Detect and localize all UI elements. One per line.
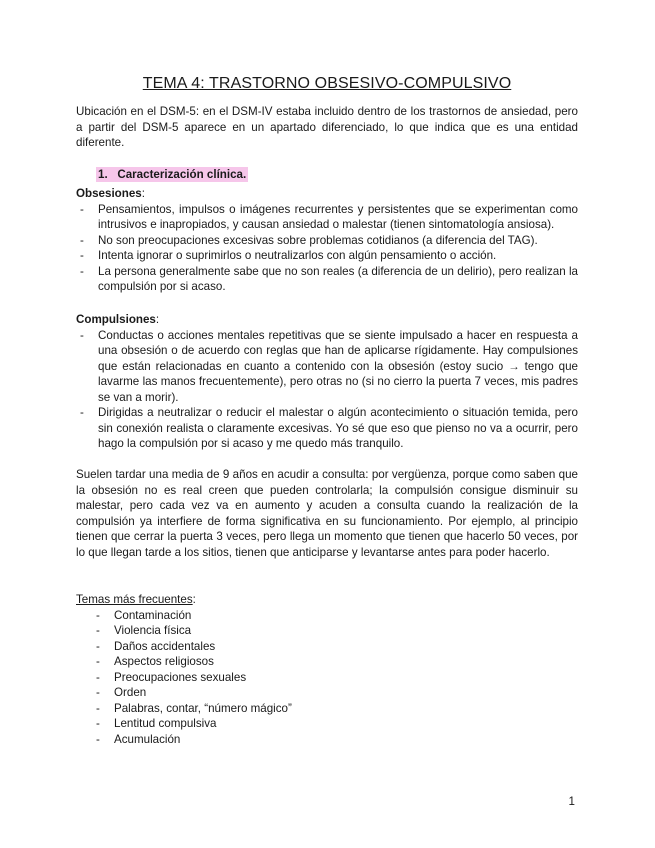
obsesiones-heading (76, 186, 578, 202)
compulsiones-block (76, 312, 578, 452)
temas-heading (76, 592, 578, 608)
list-item: - Pensamientos, impulsos o imágenes recurrentes y persistentes que se experimentan como intrusivos e inapropiados, y causan ansiedad o malestar (tienen sintomatología ansiosa). (76, 202, 578, 233)
compulsiones-title: Compulsiones (76, 313, 156, 326)
list-item: - La persona generalmente sabe que no son reales (a diferencia de un delirio), pero realizan la compulsión por si acaso. (76, 264, 578, 295)
intro-paragraph: Ubicación en el DSM-5: en el DSM-IV estaba incluido dentro de los trastornos de ansiedad, pero a partir del DSM-5 aparece en un apartado diferenciado, lo que indica que es una entidad diferente. (76, 105, 578, 149)
list-item: - Daños accidentales (76, 639, 578, 655)
consulta-paragraph: Suelen tardar una media de 9 años en acudir a consulta: por vergüenza, porque como saben que la obsesión no es real creen que pueden controlarla; la compulsión consigue disminuir su malestar, pero cada vez va en aumento y acuden a consulta cuando la realización de la compulsión ya interfiere de forma significativa en su funcionamiento. Por ejemplo, al principio tienen que cerrar la puerta 3 veces, pero llega un momento que tienen que hacerlo 50 veces, por lo que llegan tarde a los sitios, tienen que anticiparse y levantarse antes para poder hacerlo. (76, 468, 578, 559)
obsesiones-block (76, 186, 578, 295)
list-item: - Dirigidas a neutralizar o reducir el malestar o algún acontecimiento o situación temida, pero sin conexión realista o claramente excesivas. Yo sé que eso que pienso no va a ocurrir, pero hago la compulsión por si acaso y me quedo más tranquilo. (76, 405, 578, 452)
list-item: - Aspectos religiosos (76, 654, 578, 670)
list-item: - Violencia física (76, 623, 578, 639)
list-item: - Conductas o acciones mentales repetitivas que se siente impulsado a hacer en respuesta a una obsesión o de acuerdo con reglas que han de aplicarse rígidamente. Hay compulsiones que están relacionadas en cuanto a contenido con la obsesión (estoy sucio → tengo que lavarme las manos frecuentemente), pero otras no (si no cierro la puerta 7 veces, mis padres se van a morir). (76, 328, 578, 406)
list-item: - Acumulación (76, 732, 578, 748)
list-item: - Palabras, contar, “número mágico” (76, 701, 578, 717)
section-number: 1. (98, 168, 108, 181)
compulsiones-heading (76, 312, 578, 328)
section-heading-highlight (96, 167, 248, 182)
temas-title: Temas más frecuentes (76, 593, 193, 606)
obsesiones-title: Obsesiones (76, 187, 142, 200)
list-item: - Contaminación (76, 608, 578, 624)
section-heading (96, 167, 248, 183)
compulsiones-list (76, 328, 578, 452)
temas-list (76, 608, 578, 748)
temas-block (76, 592, 578, 747)
list-item: - Intenta ignorar o suprimirlos o neutralizarlos con algún pensamiento o acción. (76, 248, 578, 264)
list-item: - No son preocupaciones excesivas sobre problemas cotidianos (a diferencia del TAG). (76, 233, 578, 249)
obsesiones-title-suffix: : (141, 187, 145, 200)
page-number: 1 (568, 795, 575, 808)
obsesiones-list (76, 202, 578, 295)
list-item: - Orden (76, 685, 578, 701)
temas-title-suffix: : (192, 593, 196, 606)
list-item: - Preocupaciones sexuales (76, 670, 578, 686)
document-title: TEMA 4: TRASTORNO OBSESIVO-COMPULSIVO (142, 75, 512, 92)
list-item: - Lentitud compulsiva (76, 716, 578, 732)
compulsiones-title-suffix: : (155, 313, 160, 326)
section-title: Caracterización clínica. (117, 168, 247, 181)
